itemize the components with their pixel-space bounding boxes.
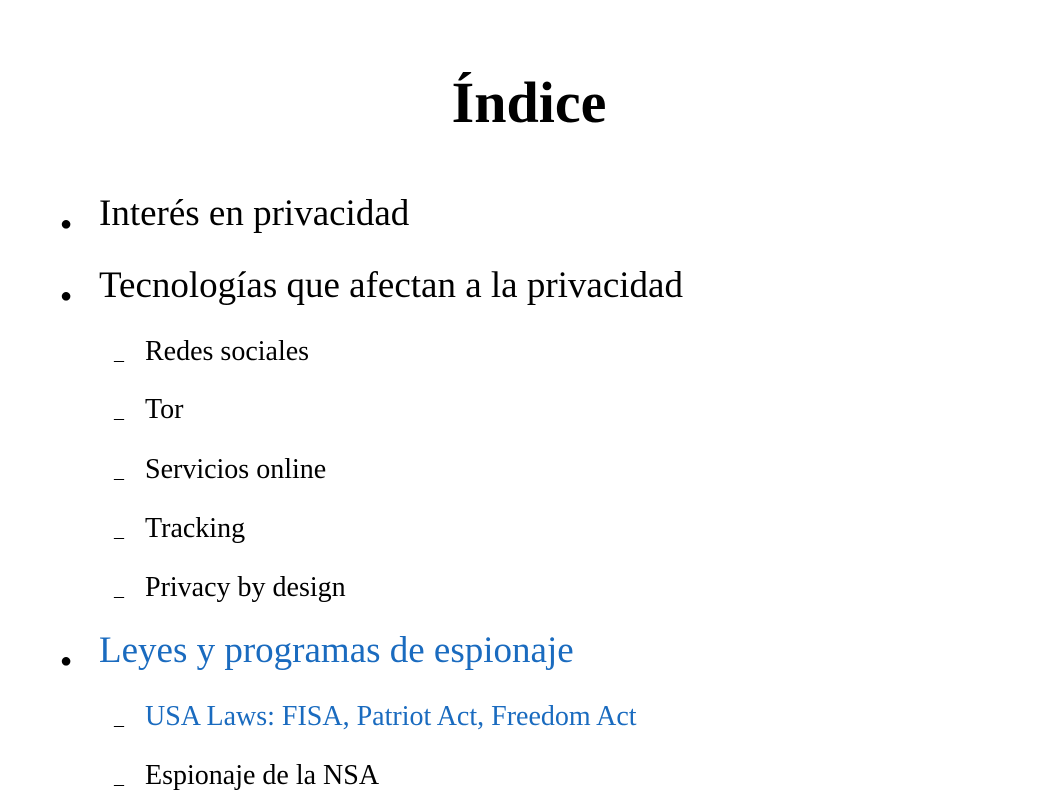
list-subitem-text: Redes sociales	[145, 336, 310, 367]
bullet-dot-icon: ●	[60, 213, 73, 235]
list-item-text-highlighted: Leyes y programas de espionaje	[99, 630, 574, 671]
dash-bullet-icon: –	[114, 349, 124, 371]
dash-bullet-icon: –	[114, 526, 124, 548]
dash-bullet-icon: –	[114, 714, 124, 736]
dash-bullet-icon: –	[114, 773, 124, 793]
list-subitem-text: Servicios online	[145, 454, 327, 485]
list-item-text: Tecnologías que afectan a la privacidad	[99, 265, 683, 306]
list-subitem-text: Espionaje de la NSA	[145, 760, 380, 791]
slide-title: Índice	[451, 70, 607, 135]
list-subitem-text: Tracking	[145, 513, 246, 544]
list-subitem-text: Tor	[145, 394, 184, 425]
bullet-dot-icon: ●	[60, 285, 73, 307]
dash-bullet-icon: –	[114, 467, 124, 489]
dash-bullet-icon: –	[114, 585, 124, 607]
list-subitem-text-highlighted: USA Laws: FISA, Patriot Act, Freedom Act	[145, 701, 637, 732]
bullet-dot-icon: ●	[60, 650, 73, 672]
dash-bullet-icon: –	[114, 407, 124, 429]
list-subitem-text: Privacy by design	[145, 572, 346, 603]
list-item-text: Interés en privacidad	[99, 193, 410, 234]
